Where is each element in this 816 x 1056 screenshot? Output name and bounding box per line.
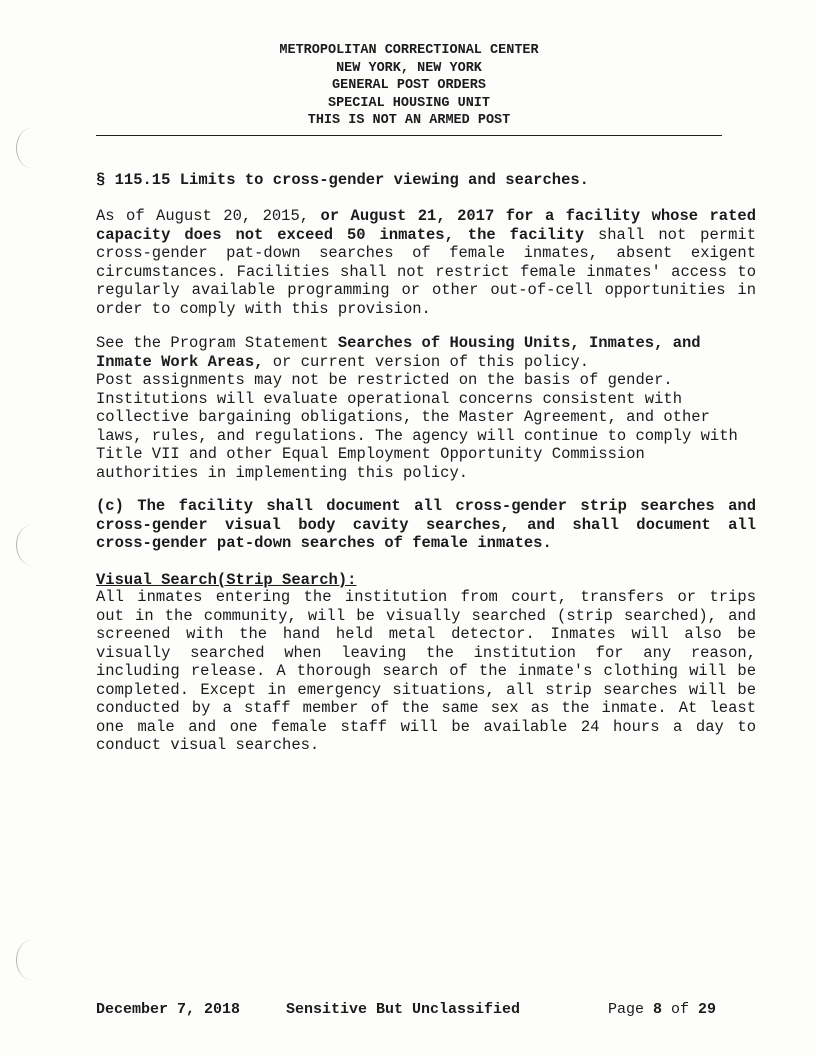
header-unit: SPECIAL HOUSING UNIT <box>327 95 491 111</box>
paragraph-program-statement <box>96 334 756 482</box>
paragraph-cross-gender-pat-down <box>96 207 756 318</box>
binder-hole-mark <box>16 940 47 980</box>
section-heading: § 115.15 Limits to cross-gender viewing and searches. <box>96 171 589 189</box>
header-location: NEW YORK, NEW YORK <box>336 60 482 76</box>
para-a-text-1: As of August 20, 2015, <box>96 207 321 225</box>
page-footer <box>96 1001 736 1021</box>
footer-classification: Sensitive But Unclassified <box>286 1001 521 1018</box>
header-armed-status: THIS IS NOT AN ARMED POST <box>307 113 511 128</box>
para-a-text-3: shall not permit cross-gender pat-down searches of female inmates, absent exigent circumstances. Facilities shall not restrict female inmates' access to regularly available programming or other out-of-cell opportunities in order to comply with this provision. <box>96 225 756 318</box>
header-divider <box>96 135 722 136</box>
para-a-text-2: or August 21, 2017 for a facility whose rated capacity does not exceed 50 inmates, the facility <box>96 207 756 244</box>
binder-hole-mark <box>16 128 47 168</box>
page-current: 8 <box>653 1001 663 1018</box>
footer-date: December 7, 2018 <box>96 1001 241 1018</box>
paragraph-documentation-requirement: (c) The facility shall document all cross-gender strip searches and cross-gender visual body cavity searches, and shall document all cross-gender pat-down searches of female inmates. <box>96 497 756 552</box>
page-total: 29 <box>698 1001 717 1018</box>
visual-search-heading: Visual Search(Strip Search): <box>96 571 357 589</box>
footer-page-number <box>608 1001 716 1018</box>
header-facility: METROPOLITAN CORRECTIONAL CENTER <box>279 43 539 58</box>
document-header <box>96 42 722 130</box>
binder-hole-mark <box>16 525 47 565</box>
header-doc-type: GENERAL POST ORDERS <box>332 78 486 93</box>
program-statement-title: Searches of Housing Units, Inmates, and Inmate Work Areas, <box>96 334 701 371</box>
of-word: of <box>662 1001 699 1018</box>
visual-search-body: All inmates entering the institution from court, transfers or trips out in the community, will be visually searched (strip searched), and screened with the hand held metal detector. Inmates will also be visually searched when leaving the institution for any reason, including release. A thorough search of the inmate's clothing will be completed. Except in emergency situations, all strip searches will be conducted by a staff member of the same sex as the inmate. At least one male and one female staff will be available 24 hours a day to conduct visual searches. <box>96 588 756 754</box>
para-b-text-3: or current version of this policy. <box>263 352 589 371</box>
para-b-text-4: Post assignments may not be restricted on the basis of gender. Institutions will evaluate operational concerns consistent with collective bargaining obligations, the Master Agreement, and other laws, rules, and regulations. The agency will continue to comply with Title VII and other Equal Employment Opportunity Commission authorities in implementing this policy. <box>96 371 738 482</box>
para-b-text-1: See the Program Statement <box>96 334 338 352</box>
page-word: Page <box>608 1001 654 1018</box>
